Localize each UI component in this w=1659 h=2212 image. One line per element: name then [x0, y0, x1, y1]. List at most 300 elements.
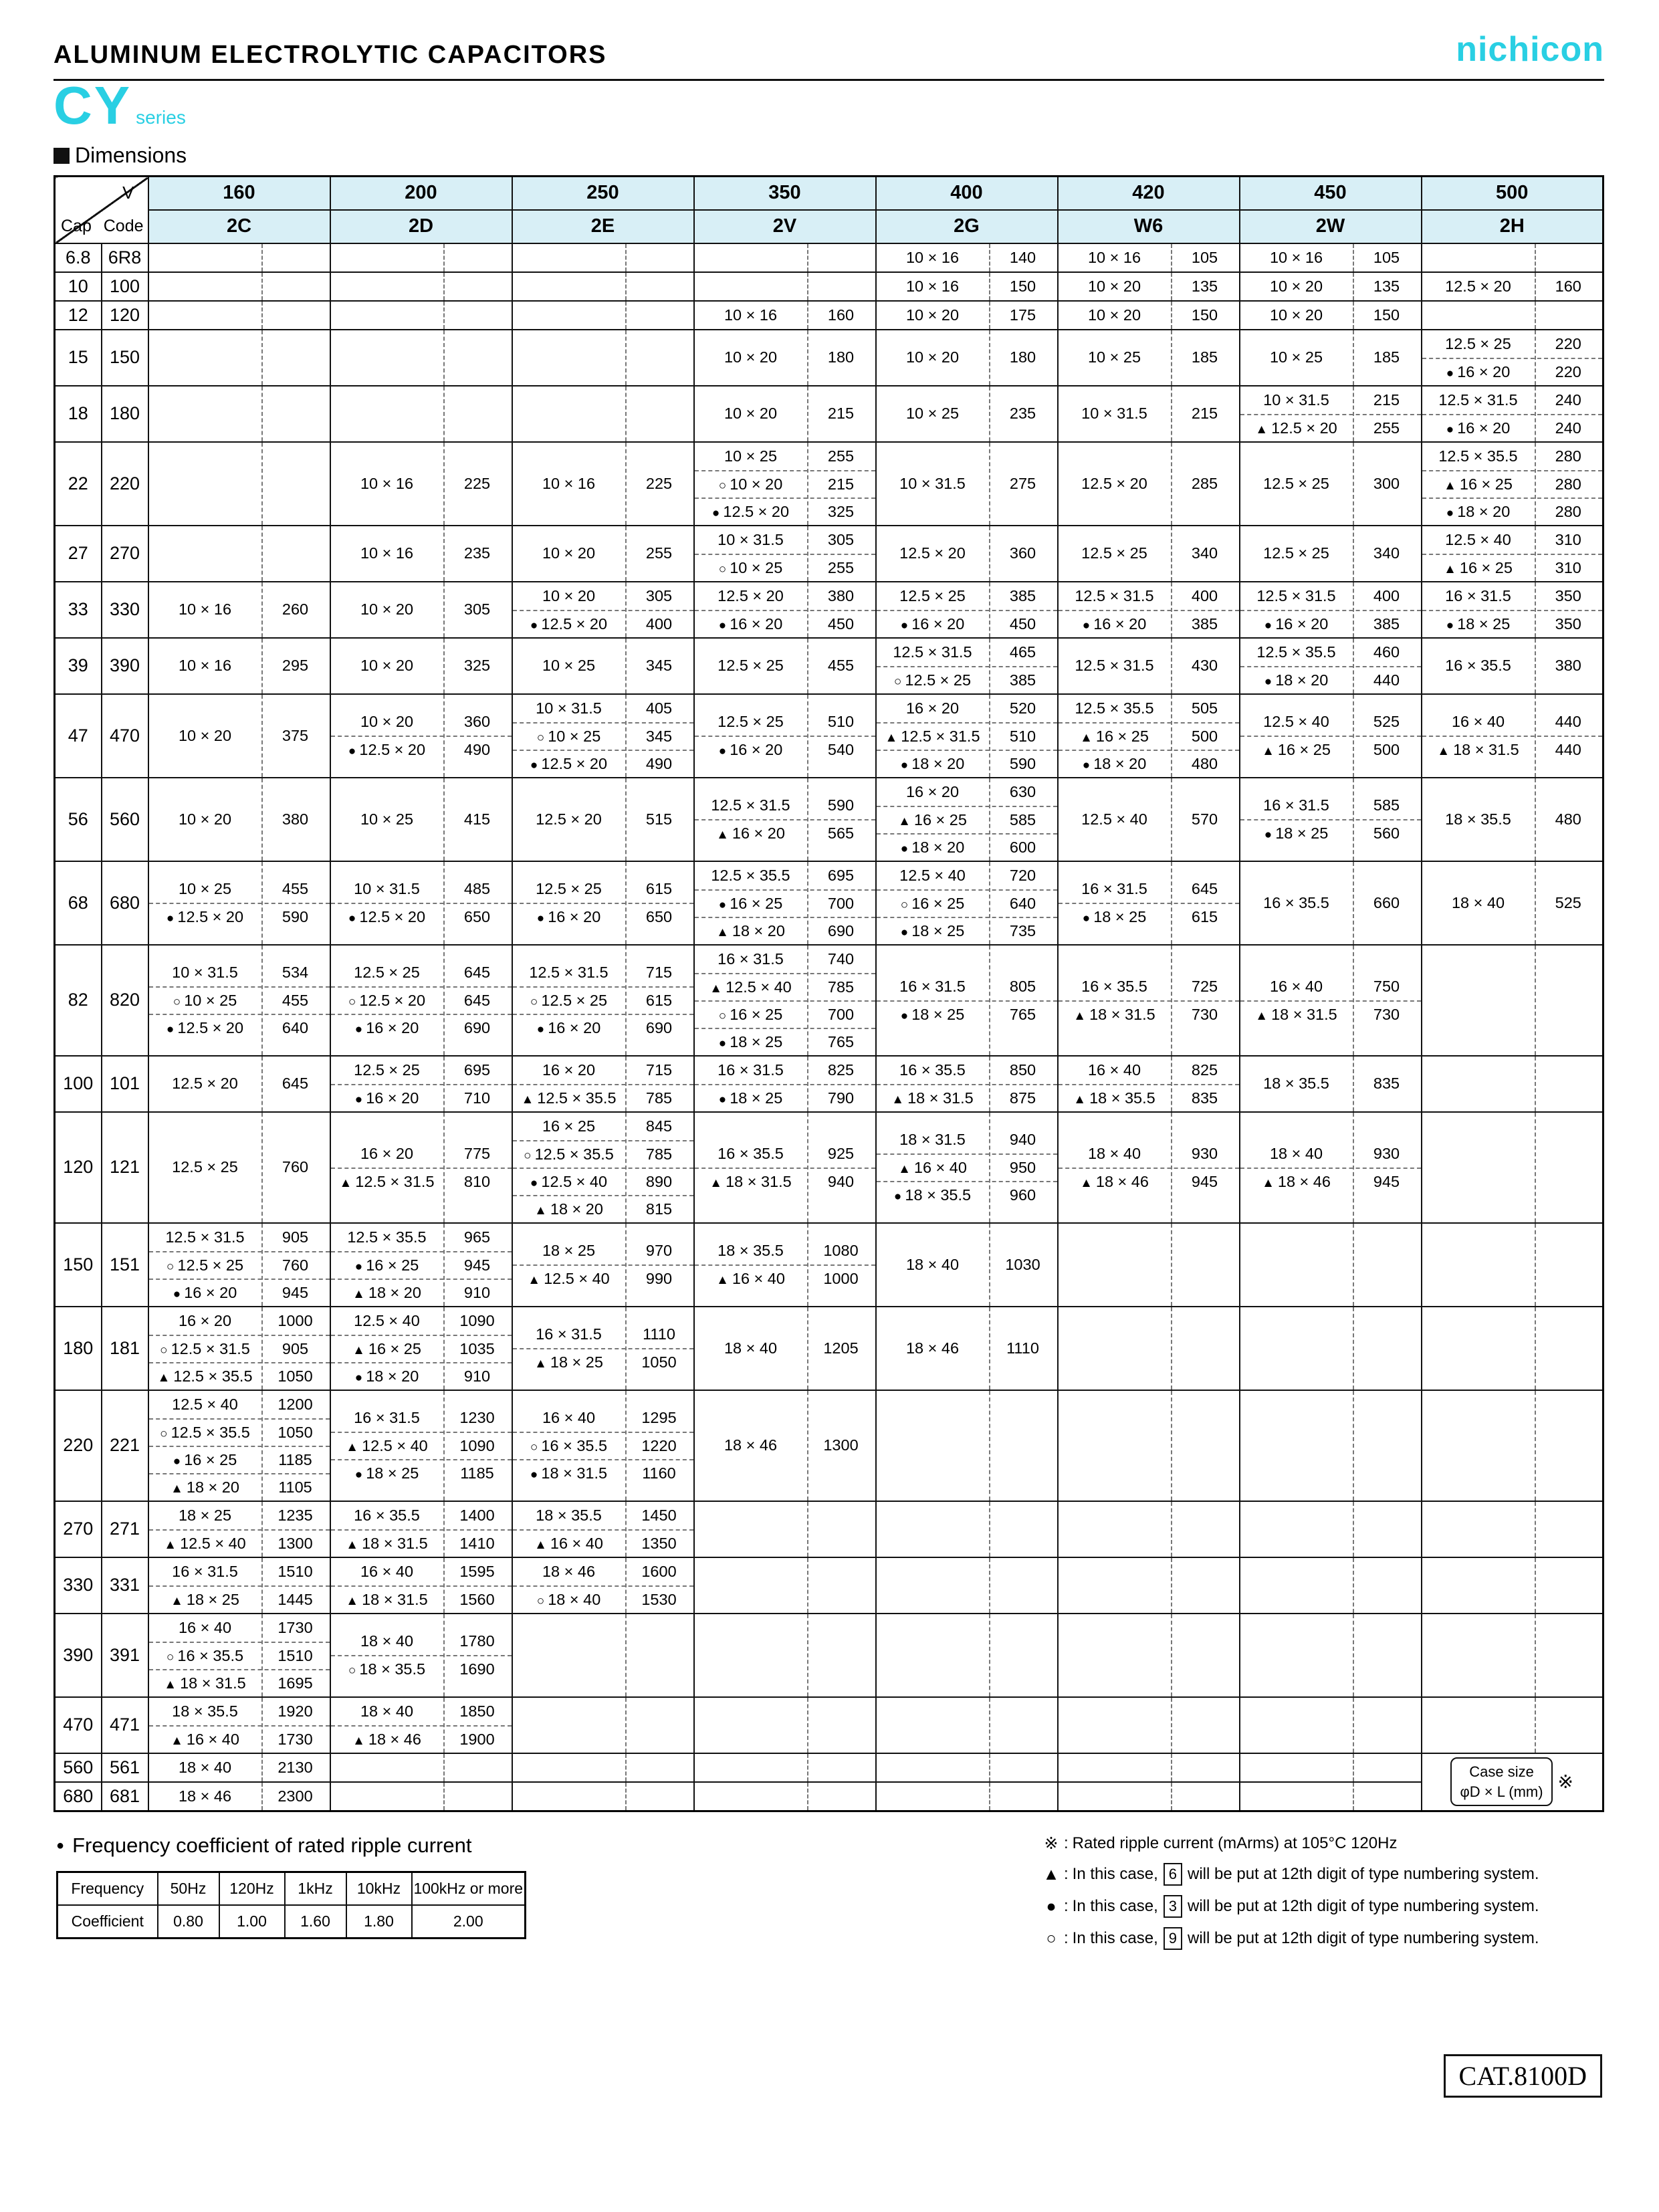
triangle-marker-icon: ▲ — [1080, 730, 1093, 745]
size-ripple-cell — [1240, 694, 1422, 778]
cell-entry — [877, 750, 1057, 777]
ripple-current-value: 295 — [282, 657, 309, 674]
case-size-value: 18 × 35.5 — [717, 1242, 784, 1259]
case-size-value: 12.5 × 40 — [172, 1395, 238, 1413]
ripple-current-value: 765 — [827, 1032, 855, 1050]
ripple-current-value: 440 — [1555, 713, 1581, 730]
size-ripple-cell — [1240, 1782, 1422, 1811]
case-size-value: ▲ 18 × 31.5 — [346, 1534, 428, 1552]
ripple-current-value: 215 — [1191, 405, 1218, 422]
ripple-current-value: 455 — [282, 880, 309, 897]
size-ripple-cell — [876, 1753, 1058, 1782]
case-size-value: ● 16 × 20 — [354, 1019, 419, 1036]
series-heading — [53, 75, 186, 136]
triangle-marker-icon: ▲ — [171, 1481, 183, 1496]
ripple-current-value: 1450 — [641, 1506, 677, 1524]
open-circle-marker-icon: ○ — [530, 995, 538, 1009]
code-value: 471 — [102, 1697, 148, 1753]
cell-entry — [513, 875, 693, 903]
case-size-value: 10 × 25 — [360, 810, 414, 828]
code-value: 331 — [102, 1557, 148, 1614]
case-size-value: ● 16 × 20 — [536, 1019, 601, 1036]
ripple-current-value: 340 — [1191, 544, 1218, 562]
open-circle-marker-icon: ○ — [160, 1426, 168, 1441]
cell-entry — [1240, 1168, 1421, 1195]
case-size-value: 10 × 20 — [1087, 306, 1141, 324]
cell-entry — [1422, 554, 1603, 581]
case-size-value: 18 × 46 — [178, 1787, 232, 1805]
triangle-marker-icon: ▲ — [1073, 1092, 1087, 1107]
ripple-current-value: 1400 — [459, 1506, 495, 1524]
cell-entry — [513, 1321, 693, 1348]
size-ripple-cell — [876, 582, 1058, 638]
filled-circle-marker-icon: ● — [718, 744, 727, 758]
size-ripple-cell — [330, 1112, 512, 1223]
open-circle-marker-icon: ○ — [348, 995, 356, 1009]
code-value: 181 — [102, 1307, 148, 1390]
case-size-value: ○ 16 × 35.5 — [166, 1646, 244, 1664]
ripple-current-value: 350 — [1555, 586, 1581, 604]
size-ripple-cell — [512, 638, 694, 694]
cell-entry — [331, 1558, 512, 1585]
ripple-current-value: 375 — [282, 726, 309, 744]
size-ripple-cell — [694, 1056, 876, 1112]
ripple-current-value: 910 — [463, 1283, 491, 1301]
case-size-value: ○ 10 × 20 — [718, 475, 783, 493]
ripple-current-value: 1030 — [1005, 1255, 1040, 1273]
ripple-current-value: 1730 — [278, 1618, 313, 1636]
cell-entry — [149, 1473, 330, 1501]
coefficient-row — [58, 1905, 526, 1939]
note-line — [1040, 1863, 1622, 1886]
cell-entry — [331, 1698, 512, 1725]
ripple-current-value: 510 — [827, 713, 855, 730]
ripple-current-value: 725 — [1191, 977, 1218, 995]
size-ripple-cell — [512, 1390, 694, 1501]
size-ripple-cell — [694, 1501, 876, 1557]
cell-entry — [513, 959, 693, 986]
cell-entry — [695, 792, 875, 819]
filled-circle-marker-icon: ● — [1264, 828, 1273, 842]
size-ripple-cell — [1422, 1223, 1603, 1307]
triangle-marker-icon: ▲ — [1255, 422, 1268, 437]
digit-box: 6 — [1164, 1863, 1182, 1886]
case-size-value: 16 × 31.5 — [1263, 796, 1329, 814]
cell-entry — [331, 1655, 512, 1682]
filled-circle-marker-icon: ● — [900, 841, 909, 856]
cell-entry — [149, 596, 330, 623]
ripple-current-value: 1595 — [459, 1562, 495, 1580]
ripple-current-value: 455 — [827, 657, 855, 674]
ripple-current-value: 185 — [1373, 348, 1400, 366]
filled-circle-marker-icon: ● — [718, 618, 727, 633]
cell-entry — [1059, 273, 1239, 300]
ripple-current-value: 1090 — [459, 1437, 495, 1454]
cell-entry — [1422, 273, 1603, 300]
ripple-current-value: 560 — [1373, 824, 1400, 842]
code-value: 100 — [102, 272, 148, 301]
case-size-value: 12.5 × 25 — [354, 964, 420, 981]
size-ripple-cell — [1058, 582, 1240, 638]
size-ripple-cell — [1058, 1056, 1240, 1112]
size-ripple-cell — [512, 272, 694, 301]
ripple-current-value: 1510 — [278, 1646, 313, 1664]
case-size-value: ○ 12.5 × 25 — [893, 671, 972, 689]
ripple-current-value: 950 — [1009, 1159, 1036, 1176]
size-ripple-cell — [694, 582, 876, 638]
cell-entry — [149, 1418, 330, 1446]
size-ripple-cell — [330, 386, 512, 442]
size-ripple-cell — [1058, 694, 1240, 778]
size-ripple-cell — [512, 386, 694, 442]
cell-entry — [331, 1335, 512, 1362]
cell-entry — [149, 1224, 330, 1251]
cell-entry — [1059, 610, 1239, 637]
ripple-current-value: 1295 — [641, 1409, 677, 1426]
cell-entry — [1240, 736, 1421, 763]
table-corner-cell — [55, 177, 148, 243]
cell-entry — [1059, 973, 1239, 1000]
ripple-current-value: 1410 — [459, 1534, 495, 1552]
cell-entry — [1059, 806, 1239, 833]
ripple-current-value: 400 — [1191, 586, 1218, 604]
triangle-marker-icon: ▲ — [1042, 1864, 1060, 1884]
size-ripple-cell — [1240, 638, 1422, 694]
ripple-current-value: 695 — [827, 866, 855, 884]
size-ripple-cell — [512, 1753, 694, 1782]
cell-entry — [877, 244, 1057, 271]
cell-entry — [513, 1585, 693, 1613]
cell-entry — [149, 1335, 330, 1362]
ripple-current-value: 835 — [1373, 1075, 1400, 1092]
ripple-current-value: 1050 — [278, 1423, 313, 1441]
case-size-value: 12.5 × 35.5 — [1075, 699, 1154, 717]
size-ripple-cell — [876, 301, 1058, 330]
size-ripple-cell — [1240, 1557, 1422, 1614]
cell-entry — [149, 959, 330, 986]
case-size-value: 12.5 × 20 — [1445, 277, 1511, 295]
case-size-value: 16 × 40 — [1451, 713, 1505, 730]
cell-entry — [149, 1307, 330, 1335]
case-size-value: ▲ 18 × 31.5 — [709, 1172, 792, 1190]
case-size-value: 16 × 20 — [542, 1061, 596, 1079]
size-ripple-cell — [1058, 243, 1240, 272]
case-size-value: ○ 12.5 × 20 — [348, 992, 426, 1009]
cell-entry — [695, 1264, 875, 1292]
cell-entry — [695, 1000, 875, 1028]
cap-value: 22 — [55, 442, 102, 526]
case-size-value: ▲ 12.5 × 35.5 — [157, 1367, 253, 1385]
case-size-value: 12.5 × 25 — [1445, 334, 1511, 352]
cell-entry — [149, 1251, 330, 1279]
size-ripple-cell — [694, 1614, 876, 1697]
code-header: 2V — [694, 210, 876, 243]
filled-circle-marker-icon: ● — [530, 1468, 538, 1482]
filled-circle-marker-icon: ● — [530, 1176, 538, 1190]
case-size-value: 10 × 20 — [360, 600, 414, 618]
case-size-value: 10 × 31.5 — [717, 530, 784, 548]
size-ripple-cell — [512, 1782, 694, 1811]
size-ripple-cell — [148, 1557, 330, 1614]
cell-entry — [695, 889, 875, 917]
open-circle-marker-icon: ○ — [893, 674, 902, 689]
case-size-value: ▲ 18 × 46 — [352, 1730, 421, 1748]
size-ripple-cell — [1058, 945, 1240, 1056]
size-ripple-cell — [1422, 945, 1603, 1056]
note-line — [1040, 1895, 1622, 1918]
size-ripple-cell — [148, 1307, 330, 1390]
case-size-value: 10 × 16 — [1087, 248, 1141, 266]
size-ripple-cell — [148, 386, 330, 442]
case-size-value: ▲ 18 × 46 — [1262, 1172, 1331, 1190]
cell-entry — [331, 986, 512, 1014]
ripple-current-value: 630 — [1009, 782, 1036, 800]
open-circle-marker-icon: ○ — [718, 562, 727, 576]
case-size-value: ● 18 × 25 — [354, 1464, 419, 1482]
cell-entry — [513, 1529, 693, 1557]
size-ripple-cell — [694, 1390, 876, 1501]
case-size-value: ● 16 × 20 — [1082, 615, 1147, 633]
cap-value: 560 — [55, 1753, 102, 1782]
code-header-row — [55, 210, 1603, 243]
filled-circle-marker-icon: ● — [900, 925, 909, 939]
case-size-value: 10 × 25 — [724, 447, 778, 465]
size-ripple-cell — [694, 1782, 876, 1811]
size-ripple-cell — [330, 861, 512, 945]
case-size-value: ○ 10 × 25 — [536, 727, 601, 745]
ripple-current-value: 280 — [1555, 502, 1581, 520]
size-ripple-cell — [876, 694, 1058, 778]
cell-entry — [695, 862, 875, 889]
filled-circle-marker-icon: ● — [354, 1370, 363, 1385]
case-size-value: 18 × 40 — [1451, 893, 1505, 911]
ripple-current-value: 640 — [1009, 894, 1036, 912]
frequency-heading-label: Frequency coefficient of rated ripple current — [72, 1834, 472, 1857]
ripple-current-value: 135 — [1373, 277, 1400, 295]
case-size-value: 12.5 × 31.5 — [711, 796, 790, 814]
coefficient-value-cell: 1.80 — [346, 1905, 412, 1939]
table-row — [55, 1056, 1603, 1112]
cell-entry — [877, 695, 1057, 722]
ripple-current-value: 1350 — [641, 1534, 677, 1552]
open-circle-marker-icon: ○ — [530, 1440, 538, 1454]
size-ripple-cell — [1422, 1557, 1603, 1614]
case-size-value: 10 × 20 — [542, 586, 596, 604]
size-ripple-cell — [694, 945, 876, 1056]
cell-entry — [1422, 652, 1603, 679]
cell-entry — [331, 708, 512, 736]
frequency-value-cell: 10kHz — [346, 1872, 412, 1906]
cell-entry — [695, 736, 875, 763]
cell-entry — [1059, 695, 1239, 722]
case-size-value: 10 × 25 — [905, 405, 960, 422]
case-size-value: ○ 16 × 25 — [900, 894, 965, 912]
case-size-value: ▲ 16 × 25 — [898, 810, 967, 828]
case-size-value: 12.5 × 20 — [717, 586, 784, 604]
open-circle-marker-icon: ○ — [718, 478, 727, 493]
cell-entry — [695, 1057, 875, 1084]
ripple-current-value: 570 — [1191, 810, 1218, 828]
ripple-current-value: 105 — [1373, 248, 1400, 266]
case-size-value: ● 16 × 20 — [1446, 362, 1511, 380]
case-size-value: 18 × 35.5 — [1263, 1075, 1329, 1092]
case-size-value: ▲ 16 × 40 — [171, 1730, 239, 1748]
cell-entry — [331, 1502, 512, 1529]
size-ripple-cell — [876, 1697, 1058, 1753]
case-size-value: 12.5 × 35.5 — [347, 1228, 427, 1246]
table-row — [55, 526, 1603, 582]
ripple-current-value: 1050 — [278, 1367, 313, 1385]
ripple-current-value: 690 — [463, 1019, 491, 1036]
case-size-value: 12.5 × 25 — [899, 586, 966, 604]
case-size-value: 10 × 31.5 — [172, 964, 238, 981]
case-size-value: ● 18 × 20 — [1082, 754, 1147, 772]
cell-entry — [1240, 819, 1421, 847]
size-ripple-cell — [694, 243, 876, 272]
cell-entry — [513, 1459, 693, 1486]
cell-entry — [695, 946, 875, 973]
cell-entry — [149, 1614, 330, 1642]
ripple-current-value: 740 — [827, 950, 855, 968]
size-ripple-cell — [148, 582, 330, 638]
series-name: CY — [53, 76, 132, 135]
size-ripple-cell — [512, 1056, 694, 1112]
cell-entry — [1240, 540, 1421, 567]
case-size-value: 18 × 25 — [178, 1506, 232, 1524]
cell-entry — [695, 344, 875, 371]
case-size-value: ▲ 16 × 25 — [1080, 727, 1149, 745]
cell-entry — [1422, 497, 1603, 525]
ripple-current-value: 930 — [1373, 1144, 1400, 1162]
case-size-value: ● 18 × 25 — [718, 1089, 783, 1107]
case-size-value: ○ 18 × 35.5 — [348, 1660, 426, 1678]
case-size-value: 18 × 40 — [724, 1339, 778, 1357]
case-size-value: ● 12.5 × 40 — [530, 1172, 608, 1190]
case-size-value: ▲ 16 × 40 — [534, 1534, 603, 1552]
table-row — [55, 1307, 1603, 1390]
cap-value: 15 — [55, 330, 102, 386]
ripple-current-value: 455 — [282, 992, 309, 1009]
note-line — [1040, 1927, 1622, 1950]
cell-entry — [513, 1195, 693, 1222]
page-header — [53, 29, 1604, 81]
code-value: 6R8 — [102, 243, 148, 272]
filled-circle-marker-icon: ● — [166, 1022, 175, 1036]
cell-entry — [1240, 889, 1421, 917]
cell-entry — [1240, 386, 1421, 414]
ripple-current-value: 1445 — [278, 1590, 313, 1608]
corner-cap-label: Cap — [61, 216, 92, 235]
cell-entry — [331, 596, 512, 623]
size-ripple-cell — [330, 638, 512, 694]
size-ripple-cell — [330, 1753, 512, 1782]
cap-value: 680 — [55, 1782, 102, 1811]
case-size-value: ▲ 18 × 25 — [171, 1590, 239, 1608]
case-size-value: 10 × 20 — [1087, 277, 1141, 295]
ripple-current-value: 240 — [1555, 391, 1581, 409]
case-size-value: 12.5 × 25 — [354, 1061, 420, 1079]
case-size-value: 12.5 × 31.5 — [529, 964, 609, 981]
ripple-current-value: 1205 — [823, 1339, 859, 1357]
case-size-value: 12.5 × 40 — [1445, 530, 1511, 548]
ripple-current-value: 1600 — [641, 1562, 677, 1580]
case-size-value: ● 18 × 25 — [1446, 615, 1511, 633]
ripple-current-value: 650 — [645, 908, 673, 925]
filled-circle-marker-icon: ● — [1264, 674, 1273, 689]
cell-entry — [149, 903, 330, 930]
cell-entry — [331, 1585, 512, 1613]
filled-circle-marker-icon: ● — [530, 618, 538, 633]
note-text: Rated ripple current (mArms) at 105°C 120Hz — [1072, 1834, 1398, 1852]
cell-entry — [1240, 273, 1421, 300]
ripple-current-value: 1230 — [459, 1409, 495, 1426]
size-ripple-cell — [1240, 386, 1422, 442]
voltage-header: 350 — [694, 177, 876, 210]
ripple-current-value: 690 — [827, 921, 855, 939]
cell-entry — [877, 862, 1057, 889]
cell-entry — [1422, 806, 1603, 833]
size-ripple-cell — [1240, 1390, 1422, 1501]
voltage-header-row — [55, 177, 1603, 210]
table-row — [55, 1782, 1603, 1811]
cell-entry — [331, 1057, 512, 1084]
ripple-current-value: 430 — [1191, 657, 1218, 674]
ripple-current-value: 785 — [645, 1145, 673, 1163]
code-value: 180 — [102, 386, 148, 442]
size-ripple-cell — [694, 1307, 876, 1390]
code-value: 470 — [102, 694, 148, 778]
triangle-marker-icon: ▲ — [898, 1162, 911, 1176]
cell-entry — [1240, 1070, 1421, 1097]
size-ripple-cell — [1058, 1753, 1240, 1782]
size-ripple-cell — [330, 1307, 512, 1390]
size-ripple-cell — [330, 582, 512, 638]
cell-entry — [331, 1168, 512, 1195]
case-size-value: 16 × 20 — [905, 782, 960, 800]
ripple-current-value: 175 — [1009, 306, 1036, 324]
ripple-current-value: 450 — [827, 615, 855, 633]
triangle-marker-icon: ▲ — [1262, 1176, 1275, 1190]
ripple-current-value: 160 — [1555, 277, 1581, 295]
case-size-line1: Case size — [1469, 1763, 1534, 1780]
cell-entry — [877, 1153, 1057, 1181]
ripple-current-value: 1920 — [278, 1702, 313, 1720]
ripple-current-value: 715 — [645, 1061, 673, 1079]
cell-entry — [877, 639, 1057, 666]
code-value: 680 — [102, 861, 148, 945]
case-size-value: ● 18 × 20 — [900, 838, 965, 856]
frequency-heading — [56, 1834, 471, 1858]
case-size-value: 10 × 31.5 — [536, 699, 602, 717]
ripple-current-value: 220 — [1555, 334, 1581, 352]
case-size-note — [1422, 1757, 1603, 1806]
ripple-current-value: 1695 — [278, 1674, 313, 1692]
size-ripple-cell — [330, 301, 512, 330]
size-ripple-cell — [512, 243, 694, 272]
case-size-value: 12.5 × 20 — [899, 544, 966, 562]
triangle-marker-icon: ▲ — [891, 1092, 905, 1107]
ripple-current-value: 490 — [463, 741, 491, 758]
size-ripple-cell — [876, 272, 1058, 301]
size-ripple-cell — [1058, 526, 1240, 582]
case-size-value: 10 × 20 — [724, 405, 778, 422]
cell-entry — [695, 554, 875, 581]
filled-circle-marker-icon: ● — [173, 1454, 181, 1468]
table-row — [55, 1557, 1603, 1614]
ripple-current-value: 150 — [1191, 306, 1218, 324]
cap-value: 6.8 — [55, 243, 102, 272]
ripple-current-value: 1730 — [278, 1730, 313, 1748]
